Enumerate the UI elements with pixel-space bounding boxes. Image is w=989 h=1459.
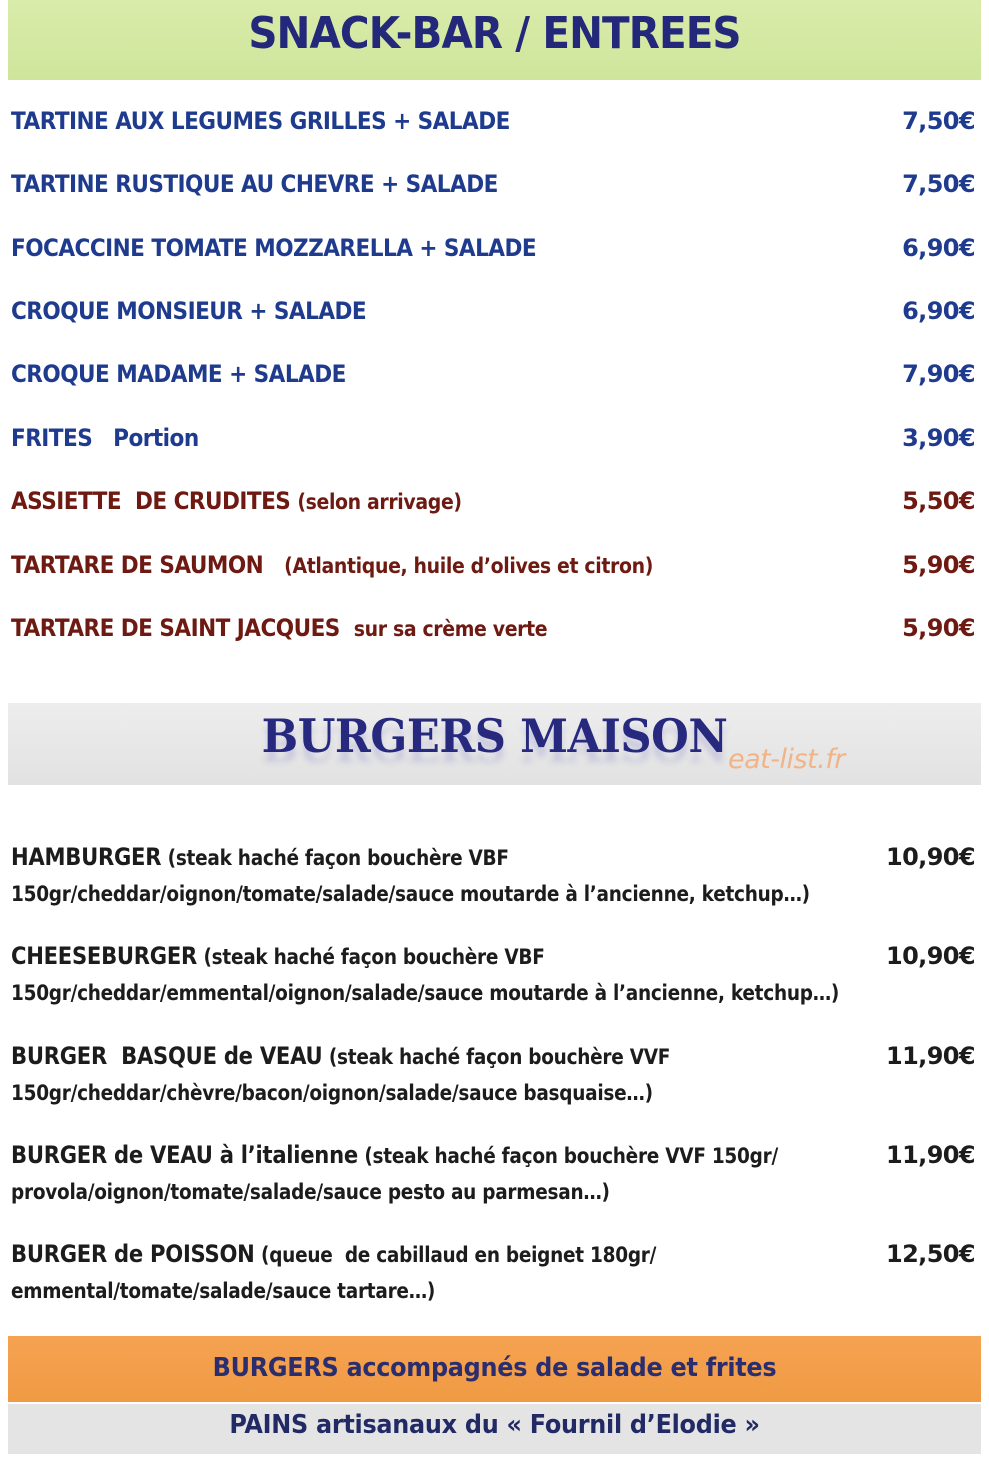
menu-item bbox=[11, 481, 975, 521]
burger-name: BURGER de POISSON bbox=[11, 1240, 255, 1268]
burger-item bbox=[11, 1042, 975, 1122]
burger-line-1 bbox=[11, 1042, 670, 1070]
snack-section-title: SNACK-BAR / ENTREES bbox=[248, 8, 741, 59]
item-name: TARTARE DE SAUMON (Atlantique, huile d’olives et citron) bbox=[11, 551, 653, 579]
item-name: FRITES Portion bbox=[11, 424, 199, 452]
menu-item bbox=[11, 418, 975, 458]
burger-name: BURGER de VEAU à l’italienne bbox=[11, 1141, 358, 1169]
item-price: 6,90€ bbox=[902, 297, 975, 325]
burger-desc: (steak haché façon bouchère VBF bbox=[203, 945, 545, 969]
item-name: ASSIETTE DE CRUDITES (selon arrivage) bbox=[11, 487, 462, 515]
item-price: 3,90€ bbox=[902, 424, 975, 452]
burger-desc: (queue de cabillaud en beignet 180gr/ bbox=[261, 1243, 657, 1267]
item-name: CROQUE MONSIEUR + SALADE bbox=[11, 297, 367, 325]
menu-item bbox=[11, 101, 975, 141]
menu-item bbox=[11, 545, 975, 585]
burger-line-1 bbox=[11, 942, 545, 970]
burger-item bbox=[11, 942, 975, 1022]
item-price: 6,90€ bbox=[902, 234, 975, 262]
item-price: 5,50€ bbox=[902, 487, 975, 515]
bread-text: PAINS artisanaux du « Fournil d’Elodie » bbox=[229, 1410, 760, 1440]
burger-price: 10,90€ bbox=[885, 843, 975, 871]
burger-desc-cont: 150gr/cheddar/chèvre/bacon/oignon/salade/sauce basquaise…) bbox=[11, 1081, 653, 1105]
burger-desc-cont: emmental/tomate/salade/sauce tartare…) bbox=[11, 1279, 436, 1303]
burger-desc-cont: 150gr/cheddar/oignon/tomate/salade/sauce moutarde à l’ancienne, ketchup…) bbox=[11, 882, 810, 906]
burger-price: 12,50€ bbox=[885, 1240, 975, 1268]
burger-price: 10,90€ bbox=[885, 942, 975, 970]
bread-banner bbox=[8, 1404, 981, 1454]
burger-desc-cont: provola/oignon/tomate/salade/sauce pesto au parmesan…) bbox=[11, 1180, 610, 1204]
menu-item bbox=[11, 354, 975, 394]
burger-desc: (steak haché façon bouchère VBF bbox=[167, 846, 509, 870]
accompaniment-banner bbox=[8, 1336, 981, 1402]
burger-line-1 bbox=[11, 843, 509, 871]
burger-name: CHEESEBURGER bbox=[11, 942, 198, 970]
item-price: 5,90€ bbox=[902, 614, 975, 642]
item-name: TARTARE DE SAINT JACQUES sur sa crème verte bbox=[11, 614, 548, 642]
menu-item bbox=[11, 164, 975, 204]
burger-price: 11,90€ bbox=[885, 1141, 975, 1169]
burger-line-1 bbox=[11, 1240, 656, 1268]
burger-line-1 bbox=[11, 1141, 778, 1169]
menu-item bbox=[11, 228, 975, 268]
burger-price: 11,90€ bbox=[885, 1042, 975, 1070]
menu-item bbox=[11, 291, 975, 331]
item-note: (selon arrivage) bbox=[297, 490, 462, 514]
item-name: CROQUE MADAME + SALADE bbox=[11, 360, 346, 388]
burger-name: BURGER BASQUE de VEAU bbox=[11, 1042, 323, 1070]
burger-desc: (steak haché façon bouchère VVF bbox=[328, 1045, 671, 1069]
burger-desc-cont: 150gr/cheddar/emmental/oignon/salade/sauce moutarde à l’ancienne, ketchup…) bbox=[11, 981, 840, 1005]
menu-item bbox=[11, 608, 975, 648]
item-note: sur sa crème verte bbox=[353, 617, 548, 641]
burger-item bbox=[11, 1240, 975, 1320]
burger-desc: (steak haché façon bouchère VVF 150gr/ bbox=[364, 1144, 778, 1168]
accompaniment-text: BURGERS accompagnés de salade et frites bbox=[212, 1353, 777, 1383]
item-note: (Atlantique, huile d’olives et citron) bbox=[284, 554, 653, 578]
burger-name: HAMBURGER bbox=[11, 843, 162, 871]
item-name: TARTINE RUSTIQUE AU CHEVRE + SALADE bbox=[11, 170, 498, 198]
burger-item bbox=[11, 843, 975, 923]
item-name: TARTINE AUX LEGUMES GRILLES + SALADE bbox=[11, 107, 510, 135]
item-price: 7,50€ bbox=[902, 107, 975, 135]
watermark: eat-list.fr bbox=[728, 744, 845, 775]
item-name: FOCACCINE TOMATE MOZZARELLA + SALADE bbox=[11, 234, 537, 262]
burgers-section-title: BURGERS MAISON bbox=[261, 709, 728, 763]
item-price: 7,90€ bbox=[902, 360, 975, 388]
item-price: 5,90€ bbox=[902, 551, 975, 579]
burger-item bbox=[11, 1141, 975, 1221]
snack-section-header bbox=[8, 0, 981, 80]
item-price: 7,50€ bbox=[902, 170, 975, 198]
